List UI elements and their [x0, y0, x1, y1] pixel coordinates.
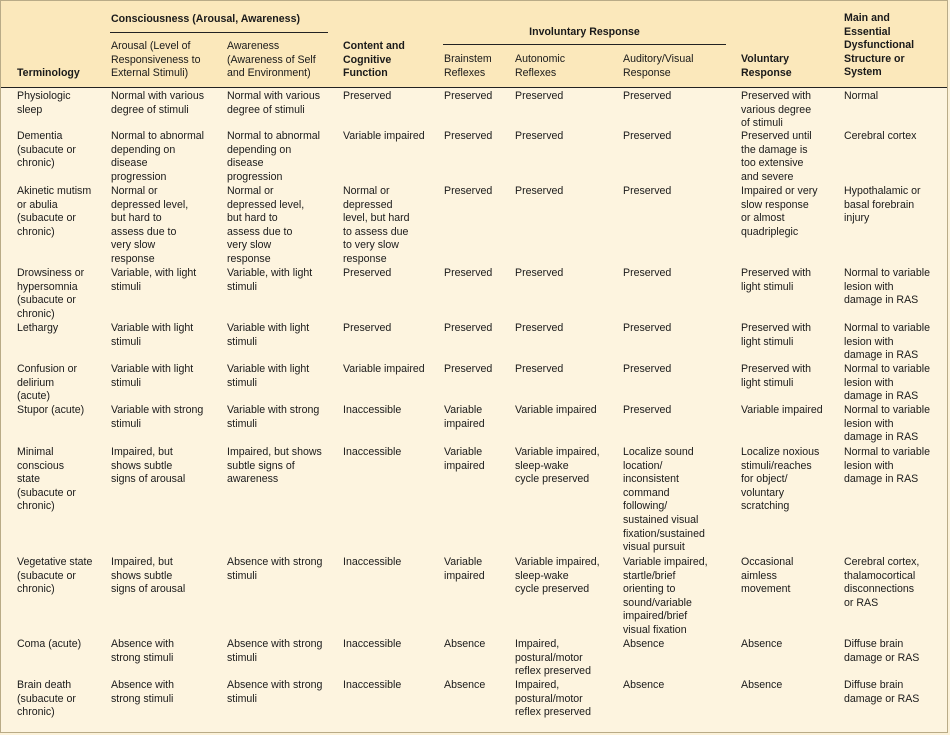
- table-cell-structure: Normal to variable lesion with damage in RAS: [844, 267, 930, 307]
- table-cell-brainstem: Absence: [444, 638, 486, 650]
- table-cell-content: Normal or depressed level, but hard to assess due to very slow response: [343, 185, 410, 265]
- table-cell-autonomic: Impaired, postural/motor reflex preserved: [515, 679, 591, 719]
- table-cell-voluntary: Localize noxious stimuli/reaches for object/ voluntary scratching: [741, 446, 820, 513]
- table-cell-content: Inaccessible: [343, 638, 402, 650]
- table-cell-voluntary: Preserved with light stimuli: [741, 322, 812, 348]
- table-cell-content: Preserved: [343, 90, 392, 102]
- table-cell-arousal: Variable with light stimuli: [111, 322, 194, 348]
- table-cell-content: Preserved: [343, 322, 392, 334]
- table-cell-awareness: Variable with light stimuli: [227, 322, 310, 348]
- table-cell-awareness: Normal with various degree of stimuli: [227, 90, 321, 116]
- table-cell-auditory: Absence: [623, 679, 665, 691]
- table-cell-auditory: Preserved: [623, 90, 672, 102]
- header-terminology: Terminology: [17, 67, 80, 79]
- table-cell-voluntary: Absence: [741, 638, 783, 650]
- table-cell-autonomic: Preserved: [515, 363, 564, 375]
- row-term: Dementia (subacute or chronic): [17, 130, 76, 170]
- table-cell-structure: Normal: [844, 90, 879, 102]
- table-cell-content: Preserved: [343, 267, 392, 279]
- table-cell-content: Inaccessible: [343, 679, 402, 691]
- table-cell-auditory: Variable impaired, startle/brief orienting to sound/variable impaired/brief visual fixation: [623, 556, 708, 636]
- table-cell-structure: Hypothalamic or basal forebrain injury: [844, 185, 921, 225]
- header-involuntary: Involuntary Response: [529, 26, 640, 38]
- table-cell-voluntary: Preserved with light stimuli: [741, 267, 812, 293]
- table-cell-brainstem: Preserved: [444, 130, 493, 142]
- table-cell-awareness: Variable with strong stimuli: [227, 404, 320, 430]
- table-cell-autonomic: Variable impaired: [515, 404, 597, 416]
- table-cell-content: Inaccessible: [343, 446, 402, 458]
- row-term: Stupor (acute): [17, 404, 85, 416]
- table-cell-voluntary: Preserved with light stimuli: [741, 363, 812, 389]
- table-cell-arousal: Impaired, but shows subtle signs of arousal: [111, 446, 186, 486]
- table-cell-arousal: Normal or depressed level, but hard to assess due to very slow response: [111, 185, 189, 265]
- table-cell-voluntary: Variable impaired: [741, 404, 823, 416]
- table-cell-brainstem: Preserved: [444, 185, 493, 197]
- table-cell-arousal: Absence with strong stimuli: [111, 638, 175, 664]
- table-cell-autonomic: Preserved: [515, 185, 564, 197]
- table-cell-awareness: Normal or depressed level, but hard to assess due to very slow response: [227, 185, 305, 265]
- header-arousal: Arousal (Level of Responsiveness to External Stimuli): [111, 40, 201, 80]
- header-rule: [1, 87, 948, 88]
- header-autonomic: Autonomic Reflexes: [515, 53, 566, 79]
- table-cell-structure: Cerebral cortex, thalamocortical disconnections or RAS: [844, 556, 920, 609]
- table-cell-auditory: Preserved: [623, 404, 672, 416]
- table-cell-awareness: Variable, with light stimuli: [227, 267, 313, 293]
- row-term: Physiologic sleep: [17, 90, 71, 116]
- table-cell-structure: Normal to variable lesion with damage in RAS: [844, 446, 930, 486]
- table-cell-auditory: Preserved: [623, 363, 672, 375]
- header-consciousness: Consciousness (Arousal, Awareness): [111, 13, 300, 25]
- table-cell-autonomic: Preserved: [515, 322, 564, 334]
- row-term: Minimal conscious state (subacute or chronic): [17, 446, 76, 513]
- row-term: Akinetic mutism or abulia (subacute or chronic): [17, 185, 92, 238]
- header-brainstem: Brainstem Reflexes: [444, 53, 492, 79]
- header-structure: Main and Essential Dysfunctional Structure or System: [844, 12, 915, 79]
- header-content: Content and Cognitive Function: [343, 40, 405, 80]
- table-cell-content: Variable impaired: [343, 363, 425, 375]
- table-cell-autonomic: Variable impaired, sleep-wake cycle preserved: [515, 446, 600, 486]
- table-cell-autonomic: Preserved: [515, 130, 564, 142]
- table-cell-brainstem: Preserved: [444, 322, 493, 334]
- table-cell-structure: Diffuse brain damage or RAS: [844, 679, 920, 705]
- table-cell-awareness: Absence with strong stimuli: [227, 638, 323, 664]
- table-cell-content: Inaccessible: [343, 556, 402, 568]
- table-cell-auditory: Preserved: [623, 322, 672, 334]
- table-cell-brainstem: Absence: [444, 679, 486, 691]
- table-cell-voluntary: Preserved until the damage is too extensive and severe: [741, 130, 812, 183]
- table-cell-auditory: Absence: [623, 638, 665, 650]
- row-term: Drowsiness or hypersomnia (subacute or chronic): [17, 267, 85, 320]
- table-cell-structure: Normal to variable lesion with damage in RAS: [844, 363, 930, 403]
- row-term: Lethargy: [17, 322, 59, 334]
- table-cell-arousal: Variable with light stimuli: [111, 363, 194, 389]
- table-cell-auditory: Preserved: [623, 130, 672, 142]
- table-cell-voluntary: Impaired or very slow response or almost quadriplegic: [741, 185, 818, 238]
- table-cell-autonomic: Preserved: [515, 267, 564, 279]
- table-cell-autonomic: Preserved: [515, 90, 564, 102]
- table-cell-content: Variable impaired: [343, 130, 425, 142]
- table-cell-arousal: Normal to abnormal depending on disease progression: [111, 130, 205, 183]
- table-cell-brainstem: Preserved: [444, 90, 493, 102]
- consciousness-group-rule: [110, 32, 328, 33]
- table-cell-voluntary: Absence: [741, 679, 783, 691]
- row-term: Coma (acute): [17, 638, 82, 650]
- table-cell-structure: Diffuse brain damage or RAS: [844, 638, 920, 664]
- row-term: Vegetative state (subacute or chronic): [17, 556, 93, 596]
- table-cell-voluntary: Occasional aimless movement: [741, 556, 794, 596]
- table-cell-awareness: Absence with strong stimuli: [227, 679, 323, 705]
- table-cell-arousal: Absence with strong stimuli: [111, 679, 175, 705]
- table-cell-awareness: Normal to abnormal depending on disease progression: [227, 130, 321, 183]
- header-awareness: Awareness (Awareness of Self and Environment): [227, 40, 316, 80]
- table-cell-content: Inaccessible: [343, 404, 402, 416]
- table-cell-arousal: Variable with strong stimuli: [111, 404, 204, 430]
- table-cell-brainstem: Variable impaired: [444, 404, 485, 430]
- table-cell-brainstem: Preserved: [444, 363, 493, 375]
- table-cell-awareness: Variable with light stimuli: [227, 363, 310, 389]
- row-term: Brain death (subacute or chronic): [17, 679, 76, 719]
- table-cell-auditory: Preserved: [623, 185, 672, 197]
- table-cell-auditory: Localize sound location/ inconsistent command following/ sustained visual fixation/sustained visual pursuit: [623, 446, 705, 554]
- header-auditory: Auditory/Visual Response: [623, 53, 694, 79]
- table-cell-autonomic: Variable impaired, sleep-wake cycle preserved: [515, 556, 600, 596]
- table-cell-brainstem: Preserved: [444, 267, 493, 279]
- table-cell-brainstem: Variable impaired: [444, 446, 485, 472]
- table-cell-autonomic: Impaired, postural/motor reflex preserved: [515, 638, 591, 678]
- table-cell-awareness: Absence with strong stimuli: [227, 556, 323, 582]
- table-cell-arousal: Variable, with light stimuli: [111, 267, 197, 293]
- table-cell-arousal: Normal with various degree of stimuli: [111, 90, 205, 116]
- involuntary-group-rule: [443, 44, 726, 45]
- row-term: Confusion or delirium (acute): [17, 363, 78, 403]
- table-cell-structure: Cerebral cortex: [844, 130, 917, 142]
- table-cell-arousal: Impaired, but shows subtle signs of arousal: [111, 556, 186, 596]
- table-cell-voluntary: Preserved with various degree of stimuli: [741, 90, 812, 130]
- table-cell-structure: Normal to variable lesion with damage in RAS: [844, 322, 930, 362]
- table-cell-auditory: Preserved: [623, 267, 672, 279]
- table-cell-brainstem: Variable impaired: [444, 556, 485, 582]
- table-cell-structure: Normal to variable lesion with damage in RAS: [844, 404, 930, 444]
- table-cell-awareness: Impaired, but shows subtle signs of awareness: [227, 446, 322, 486]
- header-voluntary: Voluntary Response: [741, 53, 792, 79]
